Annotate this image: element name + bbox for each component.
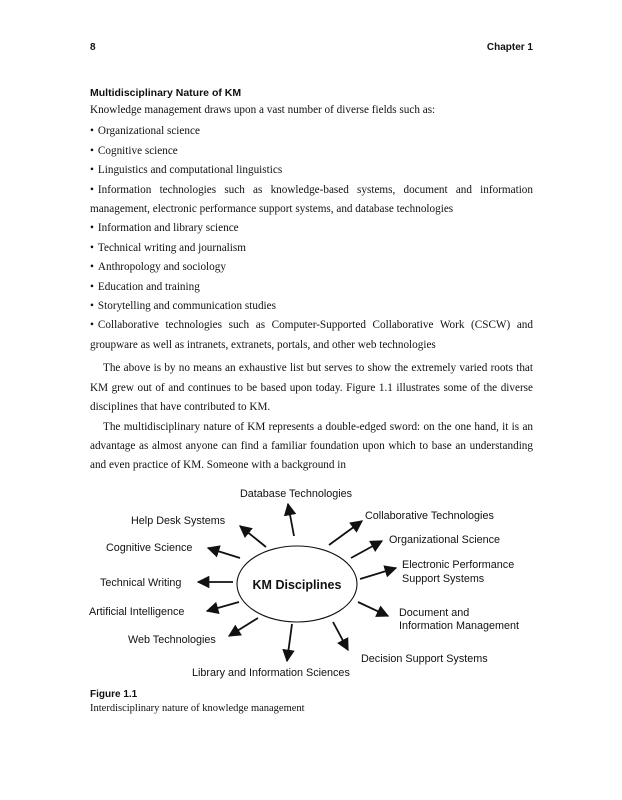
caption-text: Interdisciplinary nature of knowledge management: [90, 703, 305, 714]
label-cognitive: Cognitive Science: [106, 542, 193, 554]
arrow-database: [288, 504, 294, 536]
arrow-eps: [360, 568, 396, 579]
label-ai: Artificial Intelligence: [89, 606, 185, 618]
label-database: Database Technologies: [240, 488, 353, 500]
label-organizational: Organizational Science: [389, 534, 501, 546]
label-docinfo-line1: Document and: [399, 607, 470, 619]
list-item: • Cognitive science: [90, 144, 178, 157]
arrow-organizational: [351, 541, 382, 558]
body-content: [90, 86, 533, 476]
km-disciplines-diagram: [80, 480, 550, 680]
list-item: • Technical writing and journalism: [90, 241, 246, 254]
intro-paragraph: Knowledge management draws upon a vast number of diverse fields such as:: [90, 104, 436, 116]
label-eps-line2: Support Systems: [402, 573, 485, 585]
body-paragraph: The above is by no means an exhaustive list but serves to show the extremely varied roots that KM grew out of and continues to be based upon today. Figure 1.1 illustrates some of the diverse disciplines that have contributed to KM.: [90, 362, 533, 414]
label-helpdesk: Help Desk Systems: [131, 515, 226, 527]
arrow-docinfo: [358, 602, 388, 616]
label-web: Web Technologies: [128, 634, 216, 646]
list-item: • Collaborative technologies such as Computer-Supported Collaborative Work (CSCW) and groupware as well as intranets, extranets, portals, and other web technologies: [90, 319, 533, 351]
list-item: • Information and library science: [90, 222, 239, 235]
label-decision: Decision Support Systems: [361, 653, 488, 665]
body-paragraph: The multidisciplinary nature of KM represents a double-edged sword: on the one hand, it is an advantage as almost anyone can find a familiar foundation upon which to base an understanding and even practice of KM. Someone with a background in: [90, 420, 533, 472]
list-item: • Anthropology and sociology: [90, 261, 226, 274]
label-techwriting: Technical Writing: [100, 577, 182, 589]
arrow-decision: [333, 622, 348, 650]
label-docinfo-line2: Information Management: [399, 620, 520, 632]
caption-label: Figure 1.1: [90, 689, 138, 700]
label-eps-line1: Electronic Performance: [402, 559, 515, 571]
figure-caption: [90, 688, 530, 716]
page-number: 8: [90, 42, 96, 53]
arrow-cognitive: [208, 548, 240, 558]
arrow-library: [287, 624, 292, 661]
page-header: [90, 42, 533, 56]
list-item: • Education and training: [90, 280, 200, 293]
arrow-helpdesk: [240, 526, 266, 547]
center-label: KM Disciplines: [252, 578, 342, 592]
arrow-collaborative: [329, 521, 362, 545]
list-item: • Storytelling and communication studies: [90, 300, 276, 313]
label-library: Library and Information Sciences: [192, 667, 350, 679]
list-item: • Organizational science: [90, 125, 200, 138]
label-collaborative: Collaborative Technologies: [365, 510, 494, 522]
list-item: • Information technologies such as knowledge-based systems, document and information management, electronic performance support systems, and database technologies: [90, 183, 533, 216]
arrow-ai: [207, 602, 239, 611]
arrow-web: [229, 618, 258, 636]
discipline-list: [90, 122, 533, 355]
chapter-title: Chapter 1: [486, 42, 533, 53]
section-title: Multidisciplinary Nature of KM: [90, 87, 242, 99]
list-item: • Linguistics and computational linguistics: [90, 164, 283, 177]
